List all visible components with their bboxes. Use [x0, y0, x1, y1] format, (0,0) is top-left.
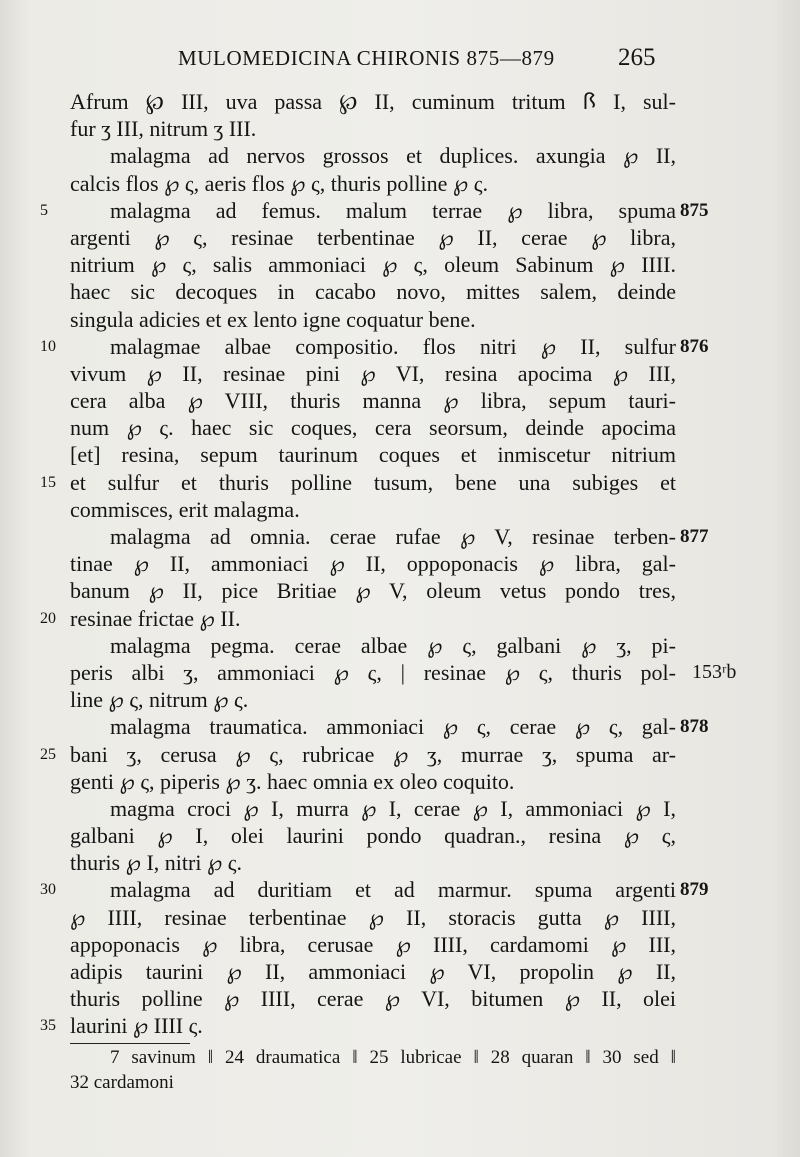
line-text: magma croci ℘ I, murra ℘ I, cerae ℘ I, ammoniaci ℘ I, — [110, 795, 676, 821]
line-text: galbani ℘ I, olei laurini pondo quadran., resina ℘ ς, — [70, 823, 676, 849]
text-line — [0, 360, 800, 387]
line-text: banum ℘ II, pice Britiae ℘ V, oleum vetus pondo tres, — [70, 578, 676, 604]
text-line — [0, 496, 800, 523]
line-text: vivum ℘ II, resinae pini ℘ VI, resina apocima ℘ III, — [70, 360, 676, 386]
text-line — [0, 713, 800, 740]
margin-section-number: 153ʳb — [692, 660, 737, 683]
line-text: malagma ad femus. malum terrae ℘ libra, spuma — [110, 197, 676, 223]
apparatus-text: 7 savinum ‖ 24 draumatica ‖ 25 lubricae ‖ 28 quaran ‖ 30 sed ‖ — [110, 1047, 676, 1068]
text-line — [0, 197, 800, 224]
text-line — [0, 469, 800, 496]
line-text: malagma ad duritiam et ad marmur. spuma argenti — [110, 877, 676, 903]
line-text: cera alba ℘ VIII, thuris manna ℘ libra, sepum tauri- — [70, 388, 676, 414]
text-line — [0, 88, 800, 115]
line-text: malagma ad omnia. cerae rufae ℘ V, resinae terben- — [110, 524, 676, 549]
line-text: thuris ℘ I, nitri ℘ ς. — [70, 850, 242, 876]
line-text: nitrium ℘ ς, salis ammoniaci ℘ ς, oleum Sabinum ℘ IIII. — [70, 252, 676, 278]
line-number: 30 — [40, 881, 56, 899]
text-line — [0, 1012, 800, 1039]
line-text: genti ℘ ς, piperis ℘ ʒ. haec omnia ex oleo coquito. — [70, 768, 515, 794]
line-number: 10 — [40, 337, 56, 355]
text-line — [0, 876, 800, 903]
text-line — [0, 985, 800, 1012]
line-text: laurini ℘ IIII ς. — [70, 1013, 203, 1039]
line-text: calcis flos ℘ ς, aeris flos ℘ ς, thuris polline ℘ ς. — [70, 170, 488, 196]
line-text: [et] resina, sepum taurinum coques et inmiscetur nitrium — [70, 442, 676, 468]
line-text: malagma traumatica. ammoniaci ℘ ς, cerae ℘ ς, gal- — [110, 714, 676, 740]
line-text: et sulfur et thuris polline tusum, bene una subiges et — [70, 469, 676, 495]
line-number: 5 — [40, 201, 48, 219]
line-number: 25 — [40, 745, 56, 763]
text-line — [0, 686, 800, 713]
line-text: singula adicies et ex lento igne coquatur bene. — [70, 306, 476, 332]
line-text: fur ʒ III, nitrum ʒ III. — [70, 116, 257, 142]
line-number: 15 — [40, 473, 56, 491]
text-line — [0, 523, 800, 550]
text-line — [0, 577, 800, 604]
text-line — [0, 958, 800, 985]
line-text: tinae ℘ II, ammoniaci ℘ II, oppoponacis ℘ libra, gal- — [70, 551, 676, 577]
apparatus-line — [0, 1070, 800, 1095]
text-line — [0, 904, 800, 931]
apparatus-text: 32 cardamoni — [70, 1072, 174, 1093]
page-number: 265 — [618, 44, 656, 71]
line-text: thuris polline ℘ IIII, cerae ℘ VI, bitumen ℘ II, olei — [70, 986, 676, 1012]
text-line — [0, 659, 800, 686]
text-line — [0, 632, 800, 659]
text-line — [0, 849, 800, 876]
line-text: resinae frictae ℘ II. — [70, 605, 241, 631]
text-line — [0, 822, 800, 849]
text-line — [0, 768, 800, 795]
text-line — [0, 251, 800, 278]
text-line — [0, 278, 800, 305]
line-text: haec sic decoques in cacabo novo, mittes salem, deinde — [70, 279, 676, 305]
line-text: bani ʒ, cerusa ℘ ς, rubricae ℘ ʒ, murrae ʒ, spuma ar- — [70, 741, 676, 767]
line-number: 35 — [40, 1017, 56, 1035]
margin-section-number: 879 — [680, 879, 709, 901]
text-line — [0, 115, 800, 142]
margin-section-number: 876 — [680, 335, 709, 357]
critical-apparatus — [0, 1045, 800, 1095]
line-text: malagma pegma. cerae albae ℘ ς, galbani ℘ ʒ, pi- — [110, 632, 676, 658]
running-title: MULOMEDICINA CHIRONIS 875—879 — [178, 46, 555, 70]
line-text: commisces, erit malagma. — [70, 496, 300, 522]
text-line — [0, 142, 800, 169]
line-text: malagmae albae compositio. flos nitri ℘ II, sulfur — [110, 333, 676, 359]
line-text: argenti ℘ ς, resinae terbentinae ℘ II, cerae ℘ libra, — [70, 224, 676, 250]
text-line — [0, 441, 800, 468]
text-line — [0, 605, 800, 632]
line-text: line ℘ ς, nitrum ℘ ς. — [70, 687, 249, 713]
text-line — [0, 224, 800, 251]
text-line — [0, 795, 800, 822]
line-text: ℘ IIII, resinae terbentinae ℘ II, storacis gutta ℘ IIII, — [70, 904, 676, 930]
text-line — [0, 414, 800, 441]
text-line — [0, 387, 800, 414]
footnote-rule — [70, 1043, 190, 1044]
line-text: peris albi ʒ, ammoniaci ℘ ς, | resinae ℘ ς, thuris pol- — [70, 659, 676, 685]
margin-section-number: 878 — [680, 716, 709, 738]
text-line — [0, 931, 800, 958]
line-text: adipis taurini ℘ II, ammoniaci ℘ VI, propolin ℘ II, — [70, 959, 676, 984]
line-text: num ℘ ς. haec sic coques, cera seorsum, deinde apocima — [70, 415, 676, 441]
text-body — [0, 88, 800, 1040]
text-line — [0, 306, 800, 333]
line-text: Afrum ℘ III, uva passa ℘ II, cuminum tritum ꟗ I, sul- — [70, 89, 676, 114]
text-line — [0, 741, 800, 768]
text-line — [0, 170, 800, 197]
apparatus-line — [0, 1045, 800, 1070]
line-text: malagma ad nervos grossos et duplices. axungia ℘ II, — [110, 143, 676, 169]
margin-section-number: 877 — [680, 526, 709, 547]
page-header — [0, 40, 800, 76]
text-line — [0, 333, 800, 360]
margin-section-number: 875 — [680, 199, 709, 221]
text-line — [0, 550, 800, 577]
line-number: 20 — [40, 609, 56, 627]
line-text: appoponacis ℘ libra, cerusae ℘ IIII, cardamomi ℘ III, — [70, 931, 676, 957]
